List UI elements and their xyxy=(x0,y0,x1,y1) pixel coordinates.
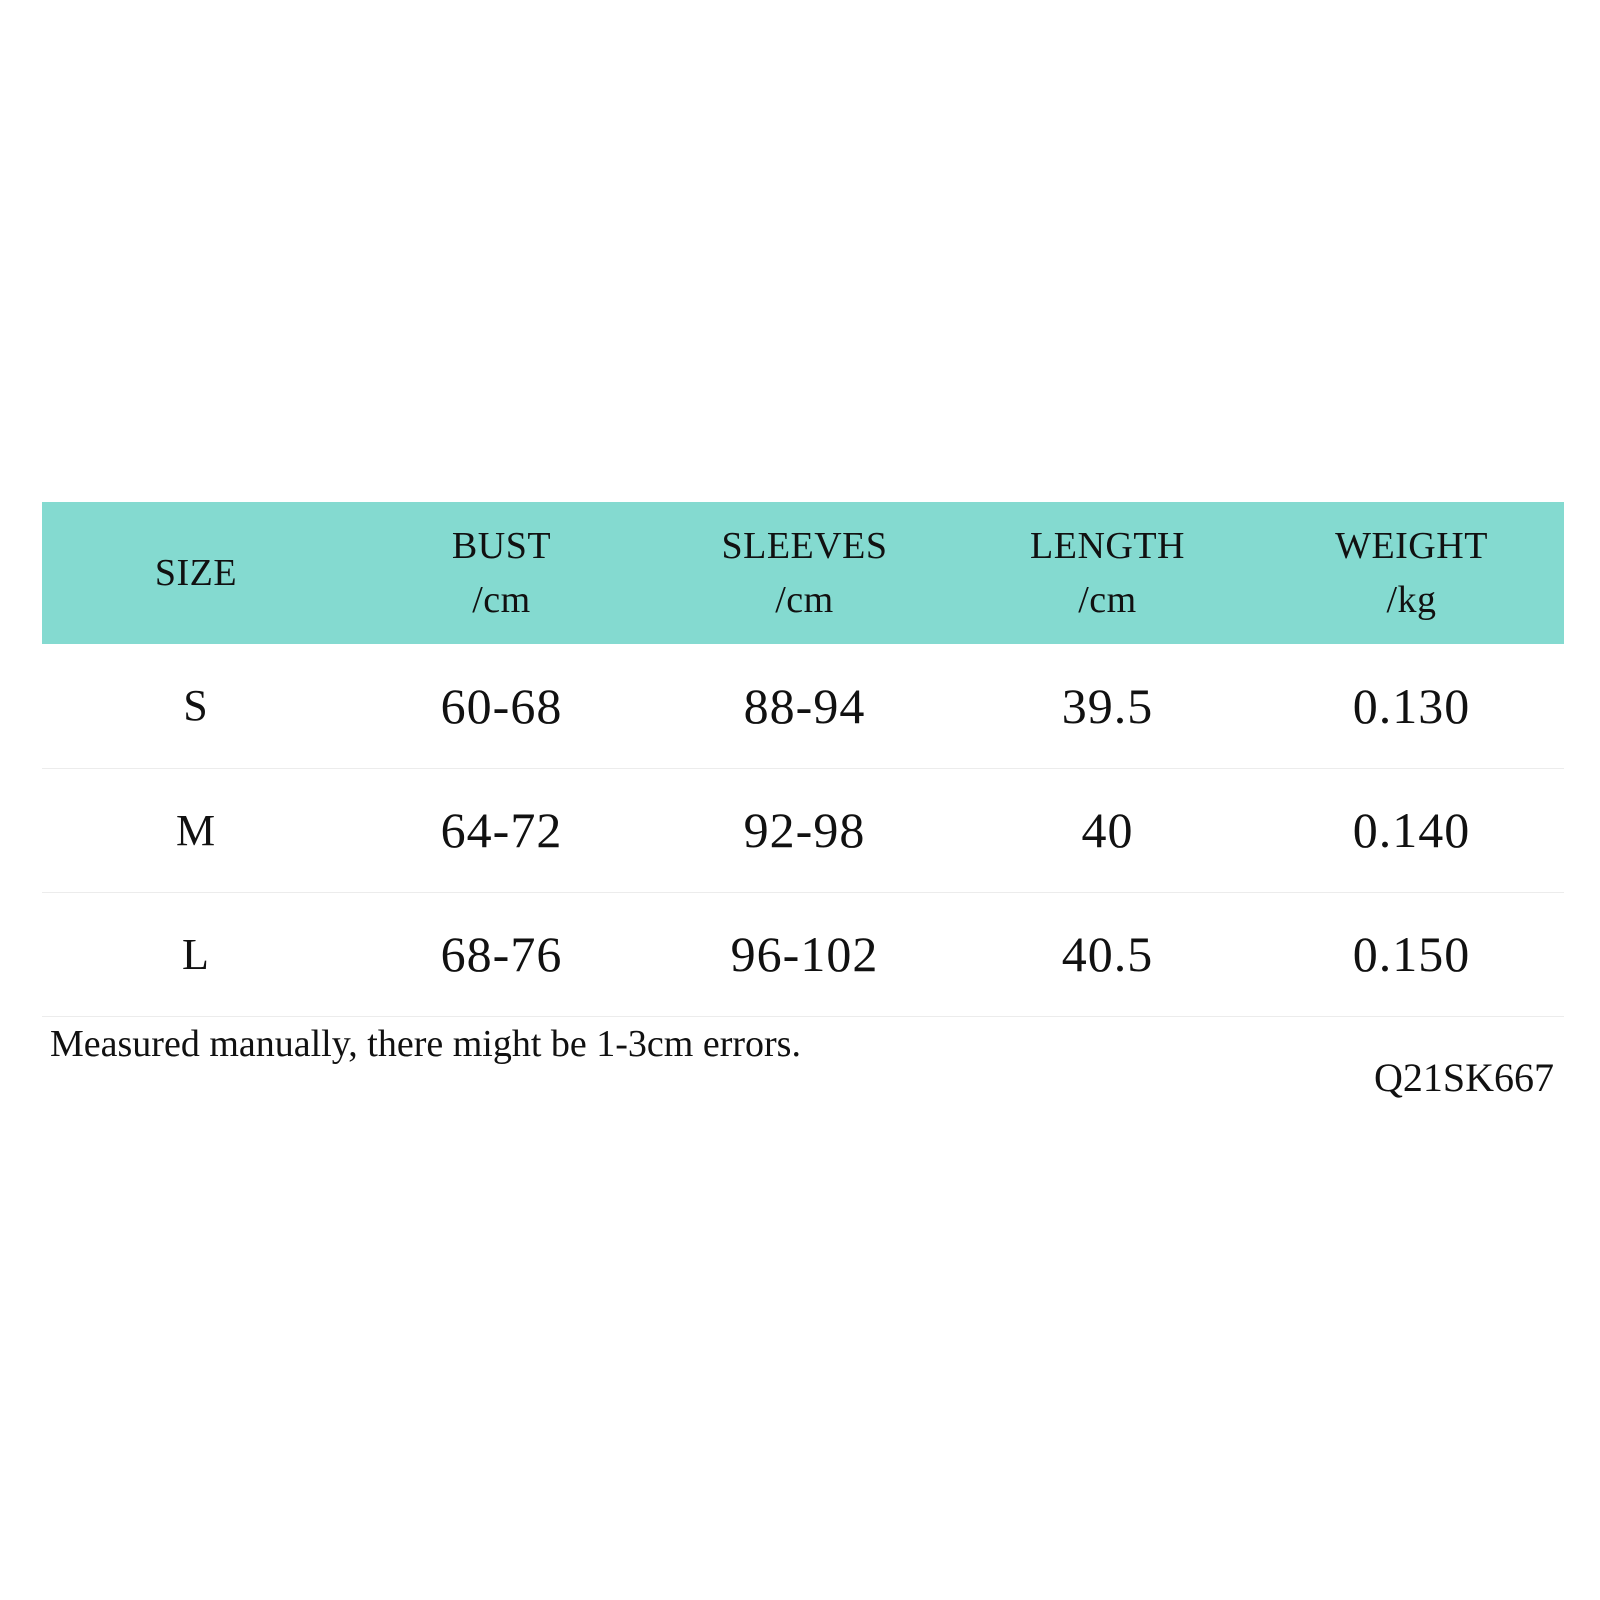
cell-weight: 0.150 xyxy=(1352,926,1471,982)
table-row xyxy=(42,768,1564,892)
header-length-unit: /cm xyxy=(1078,579,1137,621)
cell-length: 40 xyxy=(1081,802,1134,858)
header-bust-label: BUST xyxy=(451,525,552,567)
table-row xyxy=(42,892,1564,1016)
header-weight xyxy=(1259,502,1564,644)
table-header-row xyxy=(42,502,1564,644)
cell-length: 39.5 xyxy=(1061,677,1154,734)
header-weight-unit: /kg xyxy=(1386,579,1437,621)
cell-sleeves: 96-102 xyxy=(730,926,879,982)
size-chart-table xyxy=(42,502,1564,1017)
cell-size: M xyxy=(175,805,217,855)
cell-length: 40.5 xyxy=(1061,926,1154,982)
cell-sleeves: 92-98 xyxy=(743,802,866,858)
header-length-label: LENGTH xyxy=(1030,525,1185,567)
cell-bust: 60-68 xyxy=(440,677,563,734)
cell-weight: 0.130 xyxy=(1352,677,1471,734)
header-size xyxy=(42,502,350,644)
product-code: Q21SK667 xyxy=(1373,1055,1554,1100)
header-size-label: SIZE xyxy=(154,552,238,594)
table-row xyxy=(42,644,1564,768)
cell-weight: 0.140 xyxy=(1352,802,1471,858)
cell-bust: 64-72 xyxy=(440,802,563,858)
header-bust-unit: /cm xyxy=(472,579,531,621)
cell-bust: 68-76 xyxy=(440,926,563,982)
cell-size: L xyxy=(182,929,210,979)
measurement-note: Measured manually, there might be 1-3cm errors. xyxy=(50,1023,801,1065)
header-bust xyxy=(350,502,653,644)
header-sleeves xyxy=(653,502,956,644)
header-weight-label: WEIGHT xyxy=(1335,525,1488,567)
header-sleeves-label: SLEEVES xyxy=(721,525,888,567)
cell-size: S xyxy=(183,681,209,731)
header-length xyxy=(956,502,1259,644)
header-sleeves-unit: /cm xyxy=(775,579,834,621)
cell-sleeves: 88-94 xyxy=(743,677,866,734)
